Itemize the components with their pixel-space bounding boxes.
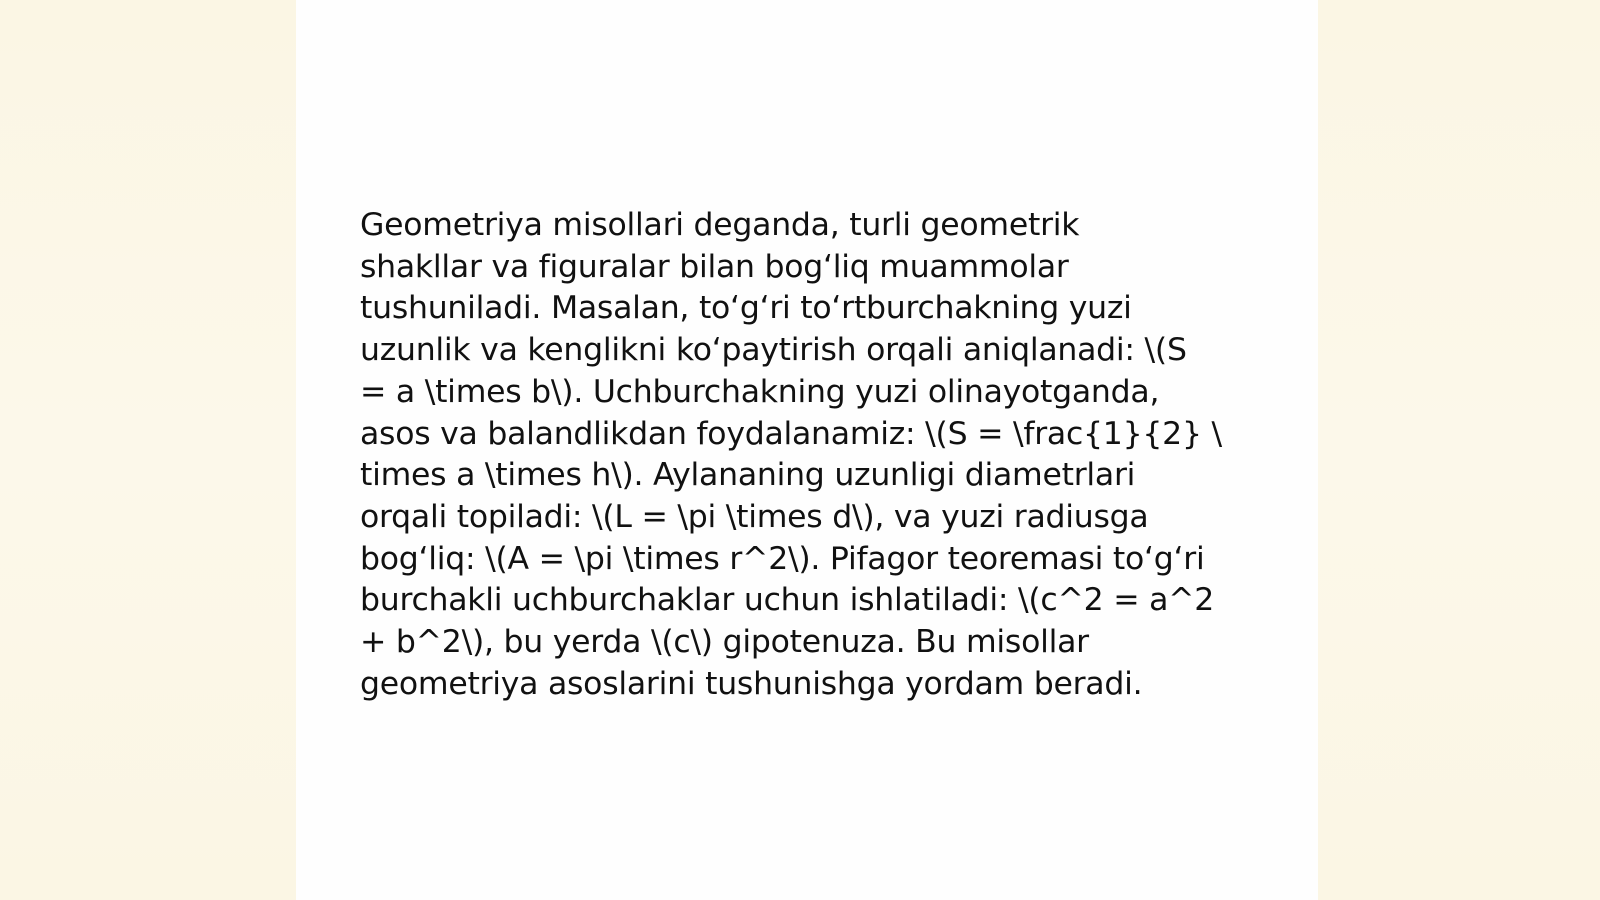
paragraph-line-2: shakllar va figuralar bilan bogʻliq muammolar: [360, 248, 1069, 285]
paragraph-line-1: Geometriya misollari deganda, turli geometrik: [360, 207, 1080, 243]
paragraph-line-6: asos va balandlikdan foydalanamiz: \(S = \frac{1}{2} \: [360, 415, 1222, 452]
paragraph-line-12: geometriya asoslarini tushunishga yordam beradi.: [360, 665, 1143, 702]
paragraph-line-11: + b^2\), bu yerda \(c\) gipotenuza. Bu misollar: [360, 624, 1089, 661]
left-margin-panel: [0, 0, 296, 900]
paragraph-line-10: burchakli uchburchaklar uchun ishlatiladi: \(c^2 = a^2: [360, 582, 1215, 619]
paragraph-line-3: tushuniladi. Masalan, toʻgʻri toʻrtburchakning yuzi: [360, 290, 1132, 327]
paragraph-line-5: = a \times b\). Uchburchakning yuzi olinayotganda,: [360, 373, 1160, 410]
right-margin-panel: [1318, 0, 1600, 900]
paragraph-line-7: times a \times h\). Aylananing uzunligi diametrlari: [360, 457, 1136, 494]
body-paragraph: [360, 205, 1240, 705]
document-page: [296, 0, 1318, 900]
paragraph-line-4: uzunlik va kenglikni koʻpaytirish orqali aniqlanadi: \(S: [360, 332, 1187, 369]
paragraph-line-9: bogʻliq: \(A = \pi \times r^2\). Pifagor teoremasi toʻgʻri: [360, 540, 1205, 577]
paragraph-line-8: orqali topiladi: \(L = \pi \times d\), va yuzi radiusga: [360, 498, 1149, 535]
